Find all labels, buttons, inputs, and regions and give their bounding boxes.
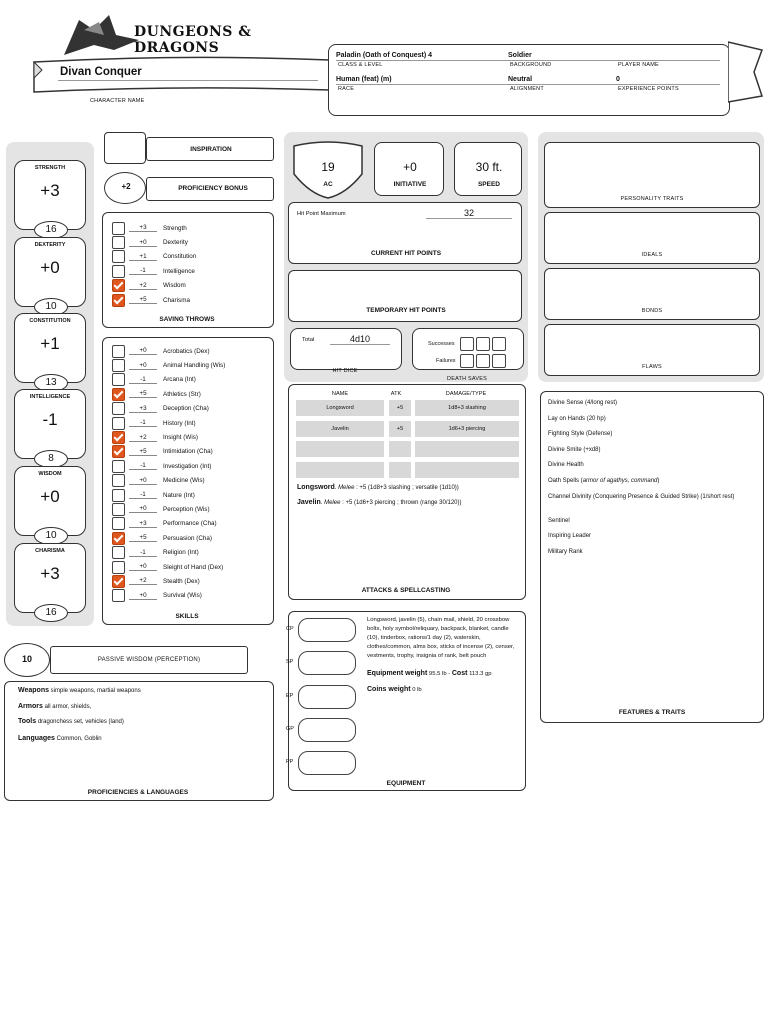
ability-modifier: +1 (40, 334, 60, 353)
modifier-value: -1 (129, 419, 157, 427)
armors-line: Armors all armor, shields, (18, 703, 92, 710)
character-name[interactable]: Divan Conquer (60, 66, 142, 78)
proficiency-checkbox[interactable] (112, 359, 125, 372)
temp-hp-box[interactable] (288, 270, 522, 322)
failure-box-3[interactable] (492, 354, 506, 368)
skill-row (112, 358, 225, 372)
coin-label-pp: PP (286, 759, 294, 765)
row-label: Intelligence (163, 267, 195, 275)
proficiency-checkbox[interactable] (112, 445, 125, 458)
proficiency-checkbox[interactable] (112, 402, 125, 415)
row-label: Intimidation (Cha) (163, 448, 213, 456)
proficiency-checkbox[interactable] (112, 417, 125, 430)
modifier-value: +5 (129, 296, 157, 304)
saving-throws-list (112, 221, 196, 307)
feature-item: Fighting Style (Defense) (548, 431, 613, 438)
modifier-value: +0 (129, 592, 157, 600)
modifier-value: +5 (129, 534, 157, 542)
ability-modifier: +0 (40, 487, 60, 506)
skill-row (112, 430, 225, 444)
proficiency-checkbox[interactable] (112, 373, 125, 386)
skill-row (112, 402, 225, 416)
feature-item: Divine Sense (4/long rest) (548, 400, 618, 406)
initiative-value: +0 (403, 160, 417, 174)
passive-value: 10 (21, 654, 32, 664)
race-label: RACE (338, 86, 355, 92)
coin-input-ep[interactable] (298, 685, 356, 709)
attack-dmg-cell[interactable]: 1d6+3 piercing (415, 421, 519, 437)
coin-label-sp: SP (286, 659, 294, 665)
background-label: BACKGROUND (510, 62, 552, 68)
attack-name-cell[interactable]: Javelin (296, 421, 384, 437)
saving-throw-row (112, 293, 196, 307)
attack-name-cell[interactable] (296, 462, 384, 478)
weapons-line: Weapons simple weapons, martial weapons (18, 687, 141, 694)
skill-row (112, 373, 225, 387)
saving-throws-label: SAVING THROWS (159, 316, 215, 323)
ability-modifier: +3 (40, 564, 60, 583)
row-label: Medicine (Wis) (163, 477, 205, 485)
hp-max-label: Hit Point Maximum (297, 211, 346, 217)
proficiency-checkbox[interactable] (112, 489, 125, 502)
proficiency-checkbox[interactable] (112, 265, 125, 278)
inspiration-box[interactable] (104, 132, 146, 164)
logo-text: DUNGEONS & DRAGONS (134, 24, 252, 56)
row-label: Charisma (163, 296, 190, 304)
proficiency-checkbox[interactable] (112, 517, 125, 530)
skill-row (112, 531, 225, 545)
saving-throw-row (112, 264, 196, 278)
modifier-value: +1 (129, 253, 157, 261)
modifier-value: +3 (129, 224, 157, 232)
current-hp-label: CURRENT HIT POINTS (370, 250, 442, 257)
bonds-label: BONDS (641, 308, 663, 314)
row-label: Performance (Cha) (163, 520, 217, 528)
feature-item: Lay on Hands (20 hp) (548, 415, 606, 422)
coin-label-cp: CP (286, 626, 294, 632)
modifier-value: +0 (129, 239, 157, 247)
background-value[interactable]: Soldier (508, 52, 532, 59)
proficiency-checkbox[interactable] (112, 431, 125, 444)
failure-checkboxes (460, 354, 506, 368)
ability-score[interactable]: 13 (34, 374, 68, 392)
proficiency-checkbox[interactable] (112, 546, 125, 559)
skill-row (112, 488, 225, 502)
attack-atk-cell[interactable] (389, 441, 411, 457)
modifier-value: +5 (129, 390, 157, 398)
skill-row (112, 517, 225, 531)
equipment-label: EQUIPMENT (386, 780, 426, 787)
proficiency-checkbox[interactable] (112, 388, 125, 401)
modifier-value: -1 (129, 491, 157, 499)
saving-throw-row (112, 250, 196, 264)
name-underline (58, 80, 318, 81)
success-box-2[interactable] (476, 337, 490, 351)
attacks-header-name: NAME (331, 391, 349, 397)
row-label: Survival (Wis) (163, 592, 202, 600)
saving-throw-row (112, 235, 196, 249)
feature-item: Inspiring Leader (548, 533, 592, 540)
proficiency-checkbox[interactable] (112, 575, 125, 588)
skill-row (112, 344, 225, 358)
row-label: Constitution (163, 253, 197, 261)
skill-row (112, 387, 225, 401)
proficiency-checkbox[interactable] (112, 294, 125, 307)
passive-label: PASSIVE WISDOM (PERCEPTION) (97, 657, 201, 663)
modifier-value: +2 (129, 577, 157, 585)
ac-label: AC (323, 181, 333, 188)
successes-label: Successes (428, 341, 455, 347)
failure-box-2[interactable] (476, 354, 490, 368)
class-level-label: CLASS & LEVEL (338, 62, 383, 68)
ability-dexterity (14, 237, 86, 312)
row-label: Nature (Int) (163, 491, 195, 499)
character-name-label: CHARACTER NAME (90, 98, 145, 104)
ability-wisdom (14, 466, 86, 541)
header-scroll-end (728, 32, 764, 112)
proficiency-label: PROFICIENCY BONUS (178, 185, 248, 192)
feature-item: Sentinel (548, 517, 570, 524)
coin-input-sp[interactable] (298, 651, 356, 675)
proficiency-checkbox[interactable] (112, 460, 125, 473)
ability-name: STRENGTH (34, 165, 66, 171)
modifier-value: +0 (129, 362, 157, 370)
modifier-value: +0 (129, 505, 157, 513)
attack-name-cell[interactable]: Longsword (296, 400, 384, 416)
proficiency-checkbox[interactable] (112, 589, 125, 602)
alignment-label: ALIGNMENT (510, 86, 544, 92)
speed-value: 30 ft. (475, 160, 503, 174)
feature-item: Military Rank (548, 548, 583, 555)
failure-box-1[interactable] (460, 354, 474, 368)
row-label: Dexterity (163, 239, 188, 247)
ability-strength (14, 160, 86, 235)
race-value[interactable]: Human (feat) (m) (336, 76, 392, 83)
attack-atk-cell[interactable]: +5 (389, 421, 411, 437)
attacks-box (288, 384, 526, 600)
modifier-value: -1 (129, 549, 157, 557)
coin-label-gp: GP (286, 726, 294, 732)
ability-charisma (14, 543, 86, 618)
skill-row (112, 545, 225, 559)
hit-dice-label: HIT DICE (332, 368, 358, 374)
proficiency-checkbox[interactable] (112, 561, 125, 574)
hp-max-value: 32 (426, 208, 512, 219)
attacks-label: ATTACKS & SPELLCASTING (361, 587, 451, 594)
equipment-list[interactable]: Longsword, javelin (5), chain mail, shield, 20 crossbow bolts, holy symbol/reliquary, backpack, blanket, candle (10), tinderbox, rations/1 day (2), waterskin, clothes/common, alms box, sticks of incense (2), censer, vestments, trophy, insignia of rank, belt pouch (367, 617, 515, 659)
success-box-1[interactable] (460, 337, 474, 351)
row-label: Athletics (Str) (163, 390, 201, 398)
ability-constitution (14, 313, 86, 388)
skill-row (112, 560, 225, 574)
modifier-value: -1 (129, 376, 157, 384)
player-name-label: PLAYER NAME (618, 62, 659, 68)
equipment-weight-line: Equipment weight 95.5 lb - Cost 113.3 gp (367, 670, 492, 677)
ability-score[interactable]: 10 (34, 298, 68, 316)
proficiency-value: +2 (121, 182, 131, 191)
modifier-value: -1 (129, 267, 157, 275)
xp-value[interactable]: 0 (616, 76, 620, 83)
features-label: FEATURES & TRAITS (618, 709, 686, 716)
feature-item: Divine Smite (+xd8) (548, 446, 601, 453)
attack-atk-cell[interactable]: +5 (389, 400, 411, 416)
modifier-value: +2 (129, 282, 157, 290)
proficiency-checkbox[interactable] (112, 236, 125, 249)
row-label: Animal Handling (Wis) (163, 362, 226, 370)
ability-modifier: +3 (40, 181, 60, 200)
attack-note-longsword: Longsword. Melee : +5 (1d8+3 slashing ; versatile (1d10)) (297, 484, 459, 491)
death-saves-label: DEATH SAVES (447, 376, 487, 382)
coin-label-ep: EP (286, 693, 294, 699)
row-label: Investigation (Int) (163, 462, 212, 470)
flaws-label: FLAWS (642, 364, 662, 370)
saving-throw-row (112, 221, 196, 235)
features-box (540, 391, 764, 723)
row-label: Deception (Cha) (163, 405, 209, 413)
ac-value: 19 (321, 160, 335, 174)
temp-hp-label: TEMPORARY HIT POINTS (366, 307, 446, 314)
hit-dice-total-label: Total (302, 337, 315, 343)
ability-modifier: -1 (42, 410, 58, 429)
row-label: History (Int) (163, 419, 196, 427)
attacks-header-damage: DAMAGE/TYPE (445, 391, 487, 397)
row-label: Persuasion (Cha) (163, 534, 212, 542)
coin-input-gp[interactable] (298, 718, 356, 742)
ability-modifier: +0 (40, 258, 60, 277)
skill-row (112, 589, 225, 603)
row-label: Stealth (Dex) (163, 577, 200, 585)
attacks-header-atk: ATK (390, 391, 402, 397)
modifier-value: +0 (129, 563, 157, 571)
skill-row (112, 445, 225, 459)
modifier-value: +3 (129, 520, 157, 528)
modifier-value: +0 (129, 477, 157, 485)
skill-row (112, 474, 225, 488)
proficiency-checkbox[interactable] (112, 279, 125, 292)
ideals-label: IDEALS (641, 252, 663, 258)
proficiency-checkbox[interactable] (112, 474, 125, 487)
row-label: Perception (Wis) (163, 505, 210, 513)
coin-input-pp[interactable] (298, 751, 356, 775)
skills-list (112, 344, 225, 603)
header-divider-2 (336, 84, 720, 85)
proficiency-checkbox[interactable] (112, 532, 125, 545)
modifier-value: +3 (129, 405, 157, 413)
languages-line: Languages Common, Goblin (18, 735, 102, 742)
ability-intelligence (14, 389, 86, 464)
ability-name: WISDOM (38, 471, 62, 477)
attack-dmg-cell[interactable] (415, 441, 519, 457)
ability-name: DEXTERITY (34, 242, 66, 248)
personality-label: PERSONALITY TRAITS (620, 196, 684, 202)
attack-note-javelin: Javelin. Melee : +5 (1d6+3 piercing ; thrown (range 30/120)) (297, 499, 462, 506)
modifier-value: +0 (129, 347, 157, 355)
row-label: Arcana (Int) (163, 376, 196, 384)
inspiration-label: INSPIRATION (190, 146, 232, 153)
attack-dmg-cell[interactable] (415, 462, 519, 478)
skill-row (112, 502, 225, 516)
ability-score[interactable]: 8 (34, 450, 68, 468)
modifier-value: -1 (129, 462, 157, 470)
row-label: Sleight of Hand (Dex) (163, 563, 224, 571)
proficiency-checkbox[interactable] (112, 503, 125, 516)
attack-atk-cell[interactable] (389, 462, 411, 478)
row-label: Religion (Int) (163, 549, 199, 557)
proficiency-checkbox[interactable] (112, 222, 125, 235)
row-label: Acrobatics (Dex) (163, 347, 210, 355)
skill-row (112, 459, 225, 473)
success-checkboxes (460, 337, 506, 351)
proficiency-checkbox[interactable] (112, 250, 125, 263)
initiative-label: INITIATIVE (393, 181, 427, 188)
failures-label: Failures (436, 358, 456, 364)
attack-name-cell[interactable] (296, 441, 384, 457)
proficiencies-label: PROFICIENCIES & LANGUAGES (87, 789, 189, 796)
speed-label: SPEED (477, 181, 501, 188)
alignment-value[interactable]: Neutral (508, 76, 533, 83)
feature-item: Divine Health (548, 462, 584, 469)
proficiency-checkbox[interactable] (112, 345, 125, 358)
ability-name: CONSTITUTION (29, 318, 71, 324)
skill-row (112, 416, 225, 430)
saving-throw-row (112, 279, 196, 293)
row-label: Insight (Wis) (163, 434, 198, 442)
ability-score[interactable]: 16 (34, 221, 68, 239)
xp-label: EXPERIENCE POINTS (618, 86, 679, 92)
hit-dice-value: 4d10 (330, 334, 390, 345)
ability-name: CHARISMA (35, 548, 65, 554)
row-label: Strength (163, 224, 187, 232)
ability-score[interactable]: 16 (34, 604, 68, 622)
modifier-value: +5 (129, 448, 157, 456)
tools-line: Tools dragonchess set, vehicles (land) (18, 718, 124, 725)
attack-dmg-cell[interactable]: 1d8+3 slashing (415, 400, 519, 416)
coin-input-cp[interactable] (298, 618, 356, 642)
row-label: Wisdom (163, 282, 186, 290)
modifier-value: +2 (129, 434, 157, 442)
feature-channel-divinity: Channel Divinity (Conquering Presence & Guided Strike) (1/short rest) (548, 493, 735, 500)
skill-row (112, 574, 225, 588)
ability-score[interactable]: 10 (34, 527, 68, 545)
header-divider-1 (336, 60, 720, 61)
feature-oath-spells: Oath Spells (armor of agathys, command) (548, 478, 660, 484)
skills-label: SKILLS (175, 613, 199, 620)
success-box-3[interactable] (492, 337, 506, 351)
class-level[interactable]: Paladin (Oath of Conquest) 4 (336, 52, 433, 59)
coins-weight-line: Coins weight 0 lb (367, 686, 422, 693)
ability-name: INTELLIGENCE (29, 394, 71, 400)
